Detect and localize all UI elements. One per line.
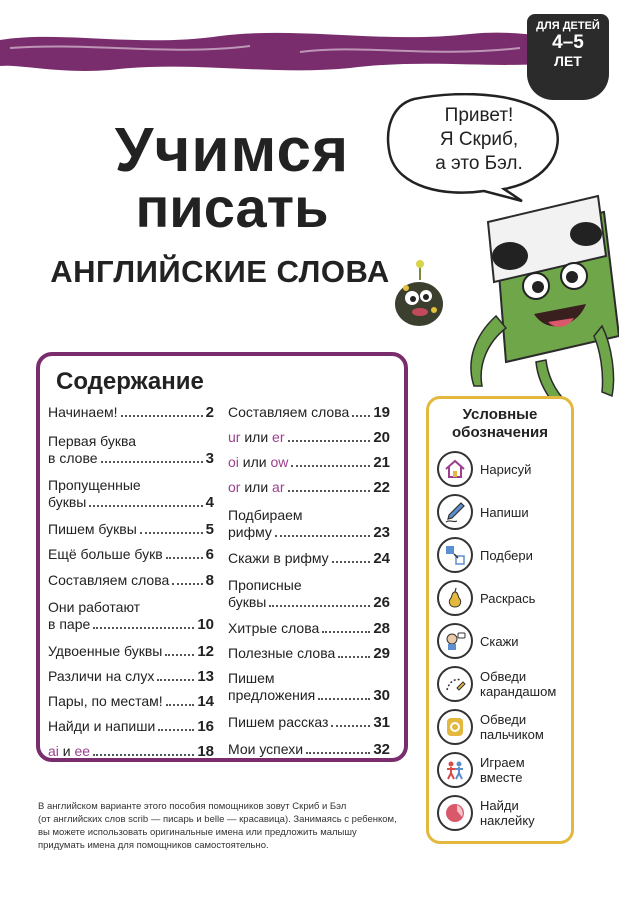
kids-play-icon: [437, 752, 473, 788]
toc-item[interactable]: [48, 599, 214, 633]
toc-item-label: Скажи в рифму: [228, 550, 329, 566]
toc-item-page: 13: [197, 668, 214, 685]
toc-item-page: 21: [373, 454, 390, 471]
footnote: [38, 800, 418, 852]
header-brush-stroke: [0, 18, 560, 78]
pen-write-icon: [437, 494, 473, 530]
legend-item-label-2: вместе: [480, 770, 523, 785]
toc-item-label: Пары, по местам!: [48, 693, 163, 709]
bubble-line-2: Я Скриб,: [439, 129, 519, 150]
toc-item[interactable]: [228, 550, 390, 567]
toc-item-letters-b: er: [272, 429, 285, 445]
toc-item[interactable]: [228, 577, 390, 611]
legend-item-draw: [437, 449, 571, 489]
toc-item[interactable]: [48, 546, 214, 563]
age-badge: [527, 14, 609, 100]
toc-item-connector: или: [238, 454, 271, 470]
toc-item[interactable]: [228, 507, 390, 541]
legend-item-sticker: [437, 793, 571, 833]
legend-item-trace-finger: [437, 707, 571, 747]
toc-item-page: 20: [373, 429, 390, 446]
toc-item-label-2: в паре: [48, 616, 91, 632]
bubble-line-1: Привет!: [444, 105, 514, 126]
toc-item-letters-a: ai: [48, 743, 59, 759]
legend-item-label-2: наклейку: [480, 813, 535, 828]
footnote-line-1: В английском варианте этого пособия помощников зовут Скриб и Бэл: [38, 801, 347, 812]
toc-item[interactable]: [48, 643, 214, 660]
toc-item-label: Удвоенные буквы: [48, 643, 163, 659]
age-badge-unit: ЛЕТ: [554, 53, 582, 69]
legend-item-label: Нарисуй: [480, 461, 532, 477]
toc-item[interactable]: [228, 741, 390, 758]
toc-item-label: Различи на слух: [48, 668, 155, 684]
title-line-1: Учимся: [114, 116, 350, 185]
toc-item-page: 6: [205, 546, 214, 563]
legend-title: [429, 406, 571, 442]
toc-item[interactable]: [228, 479, 390, 496]
toc-item[interactable]: [48, 404, 214, 421]
toc-item-page: 22: [373, 479, 390, 496]
match-shapes-icon: [437, 537, 473, 573]
toc-item-page: 32: [373, 741, 390, 758]
toc-item-label-2: рифму: [228, 524, 272, 540]
toc-item-label: Пишем буквы: [48, 521, 137, 537]
legend-item-trace-pencil: [437, 664, 571, 704]
toc-item[interactable]: [228, 454, 390, 471]
toc-item-letters-b: ow: [270, 454, 289, 470]
toc-item-page: 26: [373, 594, 390, 611]
toc-item-connector: или: [240, 479, 273, 495]
toc-item[interactable]: [228, 670, 390, 704]
sticker-icon: [437, 795, 473, 831]
toc-item[interactable]: [48, 693, 214, 710]
legend-item-label: [480, 712, 544, 742]
draw-house-icon: [437, 451, 473, 487]
legend-item-label: Раскрась: [480, 590, 536, 606]
legend-item-label: [480, 798, 535, 828]
legend-item-label-2: пальчиком: [480, 727, 544, 742]
toc-item[interactable]: [228, 620, 390, 637]
toc-item-label-2: в слове: [48, 450, 98, 466]
toc-item-label: Ещё больше букв: [48, 546, 163, 562]
toc-item-label: Составляем слова: [48, 572, 170, 588]
speaking-child-icon: [437, 623, 473, 659]
toc-item-label: Пишем рассказ: [228, 714, 329, 730]
subtitle: АНГЛИЙСКИЕ СЛОВА: [50, 254, 390, 289]
toc-item-label: Пишем: [228, 670, 275, 686]
legend-item-label: Напиши: [480, 504, 529, 520]
toc-item-label: Найди и напиши: [48, 718, 156, 734]
toc-item-letters-a: oi: [228, 454, 239, 470]
age-badge-range: 4–5: [552, 32, 584, 53]
toc-item[interactable]: [48, 477, 214, 511]
toc-item-page: 4: [205, 494, 214, 511]
toc-item-page: 24: [373, 550, 390, 567]
legend-item-label: Скажи: [480, 633, 519, 649]
legend-item-label-1: Обведи: [480, 669, 527, 684]
toc-item-page: 10: [197, 616, 214, 633]
toc-item-page: 31: [373, 714, 390, 731]
legend-item-label-1: Найди: [480, 798, 519, 813]
legend-item-play-together: [437, 750, 571, 790]
toc-item-label: Прописные: [228, 577, 302, 593]
legend-item-label-2: карандашом: [480, 684, 557, 699]
toc-item[interactable]: [48, 521, 214, 538]
table-of-contents: [36, 352, 408, 762]
toc-item-letters-b: ee: [74, 743, 91, 759]
toc-item-page: 29: [373, 645, 390, 662]
legend-item-label-1: Играем: [480, 755, 525, 770]
toc-item-page: 16: [197, 718, 214, 735]
toc-item[interactable]: [228, 429, 390, 446]
toc-item[interactable]: [228, 404, 390, 421]
legend-item-match: [437, 535, 571, 575]
toc-item[interactable]: [228, 645, 390, 662]
legend-title-line-2: обозначения: [452, 424, 548, 441]
toc-item-connector: или: [240, 429, 273, 445]
legend-title-line-1: Условные: [462, 406, 538, 423]
toc-item-letters-a: or: [228, 479, 241, 495]
legend-item-label-1: Обведи: [480, 712, 527, 727]
legend-item-say: [437, 621, 571, 661]
toc-item-page: 14: [197, 693, 214, 710]
toc-item-label: Начинаем!: [48, 404, 118, 420]
footnote-line-4: придумать имена для помощников самостоятельно.: [38, 840, 269, 851]
toc-item-page: 3: [205, 450, 214, 467]
toc-item-label-2: буквы: [228, 594, 267, 610]
toc-item-letters-b: ar: [272, 479, 285, 495]
toc-item-page: 5: [205, 521, 214, 538]
toc-item-page: 19: [373, 404, 390, 421]
toc-item-page: 18: [197, 743, 214, 760]
title-line-2: писать: [135, 176, 329, 239]
toc-item-page: 8: [205, 572, 214, 589]
toc-item-label: Составляем слова: [228, 404, 350, 420]
toc-item[interactable]: [228, 714, 390, 731]
toc-item[interactable]: [48, 743, 214, 760]
legend-item-label: [480, 669, 556, 699]
speech-bubble-text: [404, 104, 554, 176]
toc-item-page: 28: [373, 620, 390, 637]
toc-item-page: 23: [373, 524, 390, 541]
toc-item-label: Полезные слова: [228, 645, 336, 661]
legend-item-write: [437, 492, 571, 532]
toc-item[interactable]: [48, 718, 214, 735]
toc-item-page: 12: [197, 643, 214, 660]
toc-item-label: Подбираем: [228, 507, 303, 523]
toc-item-label-2: буквы: [48, 494, 87, 510]
footnote-line-3: вы можете использовать оригинальные имена или предложить малышу: [38, 827, 357, 838]
legend-item-label: Подбери: [480, 547, 533, 563]
toc-item-label: Хитрые слова: [228, 620, 320, 636]
toc-item-connector: и: [58, 743, 75, 759]
toc-item-page: 30: [373, 687, 390, 704]
legend-panel: [426, 396, 574, 844]
toc-item-page: 2: [205, 404, 214, 421]
age-badge-label: ДЛЯ ДЕТЕЙ: [536, 20, 600, 32]
toc-item[interactable]: [48, 668, 214, 685]
toc-item-label: Мои успехи: [228, 741, 304, 757]
pear-color-icon: [437, 580, 473, 616]
footnote-line-2: (от английских слов scrib — писарь и belle — красавица). Занимаясь с ребенком,: [38, 814, 397, 825]
toc-heading: Содержание: [56, 368, 204, 395]
toc-item-label-2: предложения: [228, 687, 316, 703]
bubble-line-3: а это Бэл.: [435, 153, 523, 174]
toc-item-label: Первая буква: [48, 433, 137, 449]
legend-item-color: [437, 578, 571, 618]
toc-item[interactable]: [48, 572, 214, 589]
legend-item-label: [480, 755, 525, 785]
finger-trace-icon: [437, 709, 473, 745]
toc-item-letters-a: ur: [228, 429, 241, 445]
toc-item[interactable]: [48, 433, 214, 467]
toc-item-label: Они работают: [48, 599, 141, 615]
pencil-trace-icon: [437, 666, 473, 702]
character-scrib-illustration: [426, 186, 619, 412]
toc-item-label: Пропущенные: [48, 477, 141, 493]
